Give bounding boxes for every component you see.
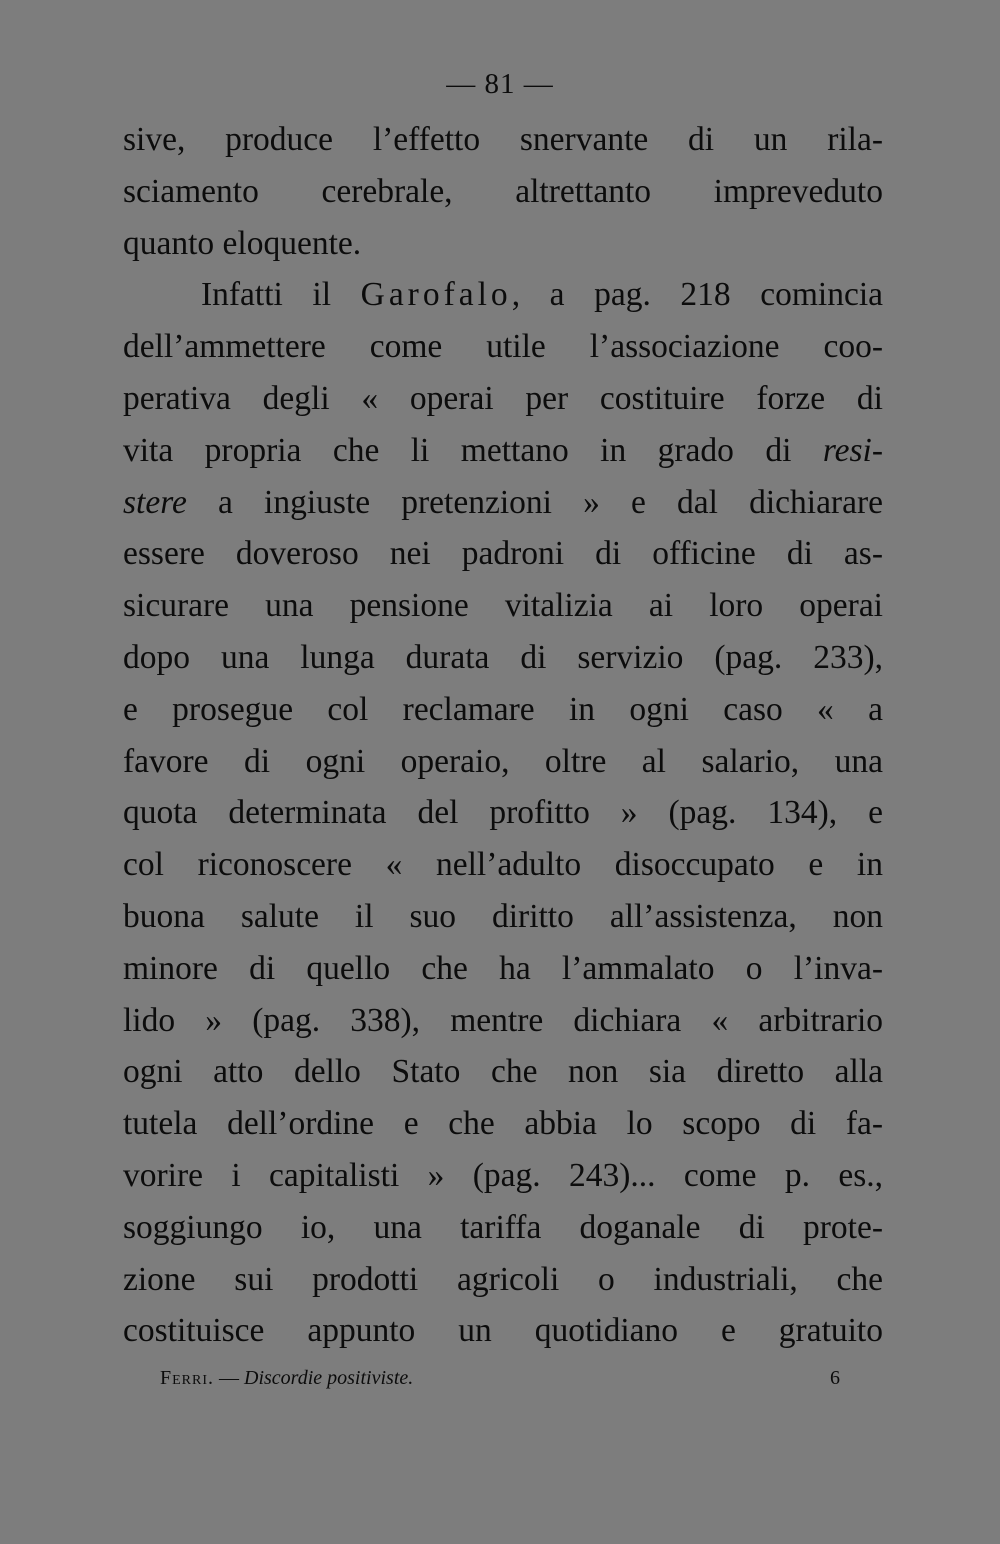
signature-mark: 6 [830, 1367, 840, 1389]
text-line [123, 269, 883, 321]
author-name-spaced: Garofalo [360, 276, 512, 314]
footer-book-title: Discordie positiviste. [244, 1367, 414, 1389]
text-line: e prosegue col reclamare in ogni caso « a [123, 690, 883, 728]
text-line: quota determinata del profitto » (pag. 134), e [123, 794, 883, 832]
text-line [123, 477, 883, 529]
text-line: favore di ogni operaio, oltre al salario, una [123, 742, 883, 780]
footer-author: Ferri. [160, 1367, 215, 1389]
text-line: costituisce appunto un quotidiano e gratuito [123, 1312, 883, 1350]
text-line: essere doveroso nei padroni di officine di as- [123, 535, 883, 573]
text-run: Infatti il [201, 276, 361, 314]
text-run: , a pag. 218 comincia [511, 276, 883, 314]
page-footer [160, 1363, 840, 1393]
text-run: a ingiuste pretenzioni » e dal dichiarare [186, 483, 883, 521]
text-line: buona salute il suo diritto all’assistenza, non [123, 897, 883, 935]
text-line: sicurare una pensione vitalizia ai loro operai [123, 587, 883, 625]
italic-word: stere [123, 483, 187, 521]
text-line: col riconoscere « nell’adulto disoccupato e in [123, 846, 883, 884]
text-line: dopo una lunga durata di servizio (pag. 233), [123, 638, 883, 676]
text-line [123, 425, 883, 477]
text-line: lido » (pag. 338), mentre dichiara « arbitrario [123, 1001, 883, 1039]
text-line: minore di quello che ha l’ammalato o l’inva- [123, 949, 883, 987]
text-line: ogni atto dello Stato che non sia diretto alla [123, 1053, 883, 1091]
text-line: quanto eloquente. [123, 224, 362, 262]
text-line: perativa degli « operai per costituire forze di [123, 379, 883, 417]
text-line: vorire i capitalisti » (pag. 243)... come p. es., [123, 1156, 883, 1194]
text-line: soggiungo io, una tariffa doganale di prote- [123, 1208, 883, 1246]
text-line: sciamento cerebrale, altrettanto impreveduto [123, 172, 883, 210]
text-line: dell’ammettere come utile l’associazione coo- [123, 328, 883, 366]
text-run: vita propria che li mettano in grado di [123, 431, 823, 469]
footer-separator: — [214, 1367, 245, 1389]
italic-word: resi- [822, 431, 883, 469]
text-line: zione sui prodotti agricoli o industriali, che [123, 1260, 883, 1298]
body-text [123, 114, 883, 1357]
text-line: sive, produce l’effetto snervante di un rila- [123, 121, 883, 158]
text-line: tutela dell’ordine e che abbia lo scopo di fa- [123, 1105, 883, 1143]
page-number: — 81 — [446, 68, 554, 100]
